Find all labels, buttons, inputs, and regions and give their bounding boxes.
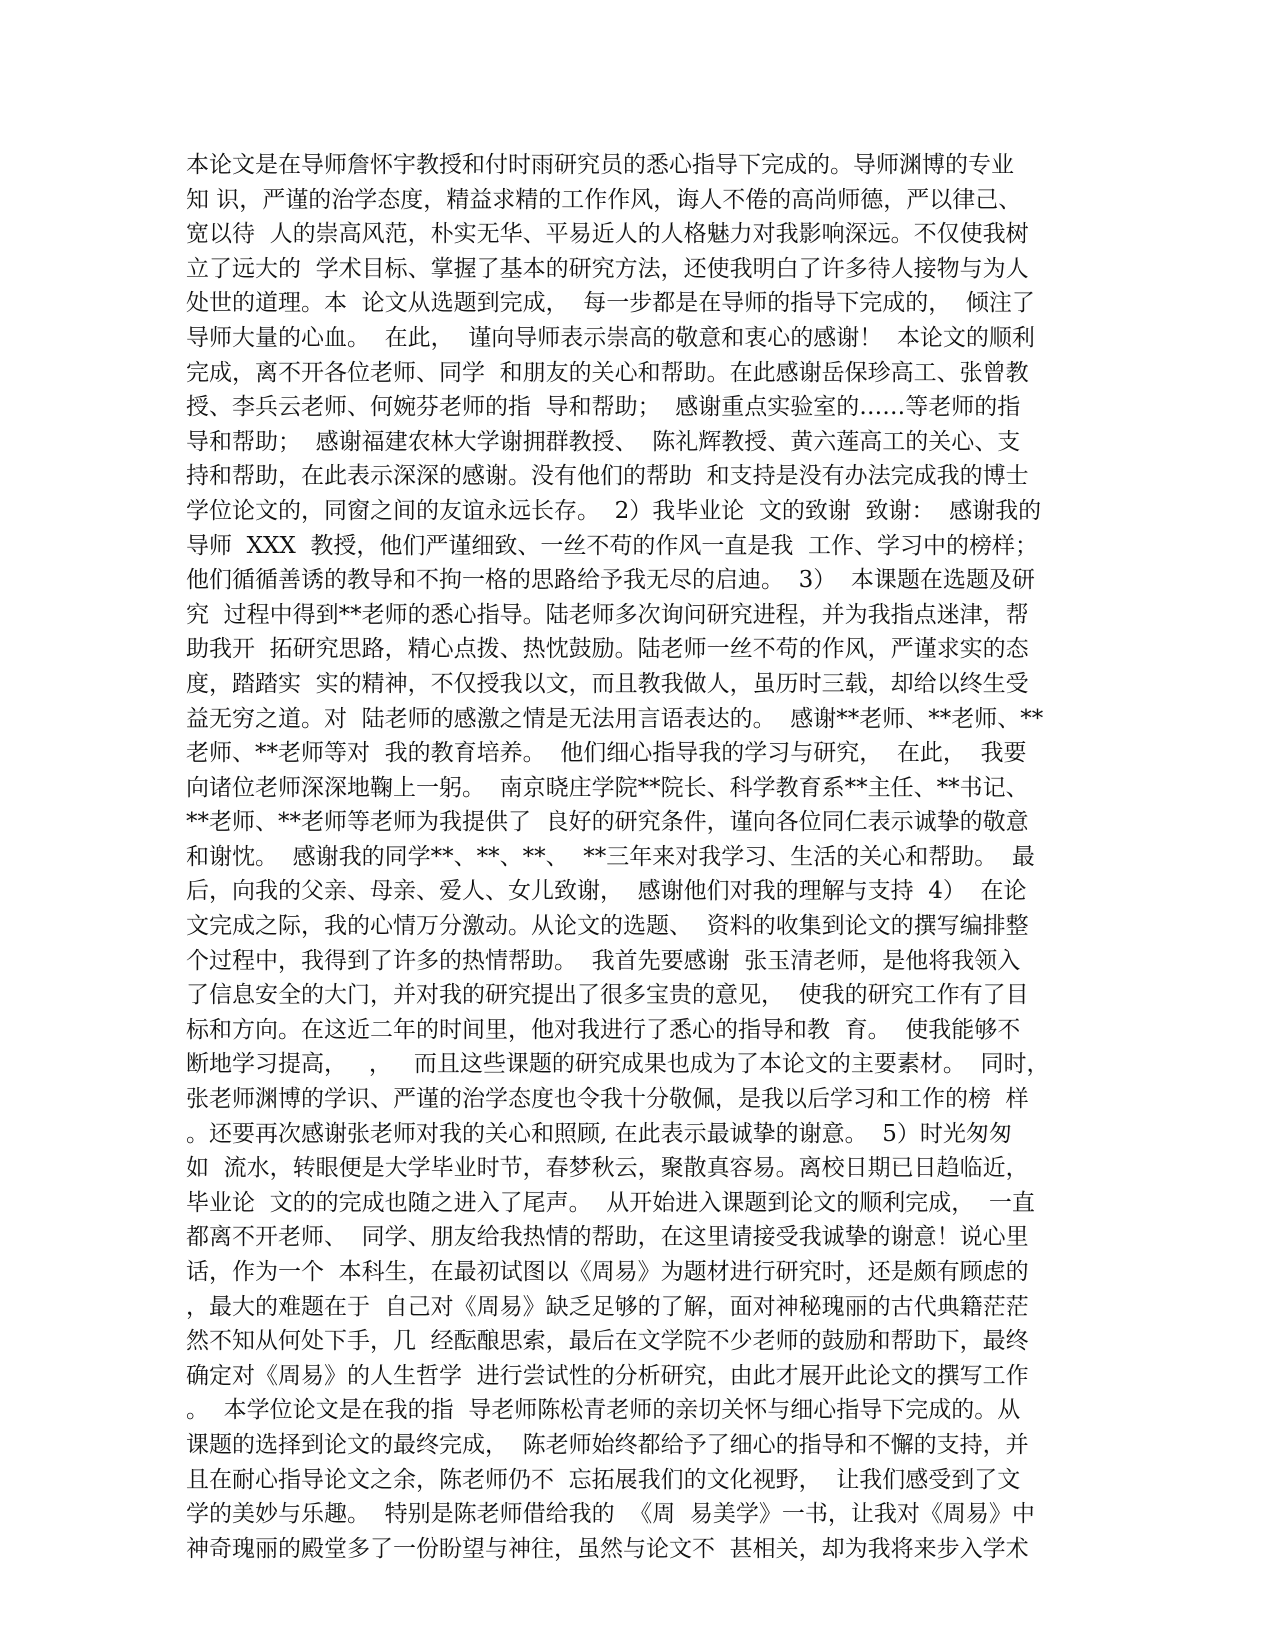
text-line: ，最大的难题在于 自己对《周易》缺乏足够的了解，面对神秘瑰丽的古代典籍茫茫 <box>186 1293 1029 1320</box>
text-line: 断地学习提高， ， 而且这些课题的研究成果也成为了本论文的主要素材。 同时， <box>186 1051 1050 1078</box>
text-line: 宽以待 人的崇高风范，朴实无华、平易近人的人格魅力对我影响深远。不仅使我树 <box>186 221 1029 248</box>
text-line: 他们循循善诱的教导和不拘一格的思路给予我无尽的启迪。 3） 本课题在选题及研 <box>186 567 1035 594</box>
text-line: 授、李兵云老师、何婉芬老师的指 导和帮助； 感谢重点实验室的……等老师的指 <box>186 394 1021 421</box>
text-line: 张老师渊博的学识、严谨的治学态度也令我十分敬佩，是我以后学习和工作的榜 样 <box>186 1086 1029 1113</box>
text-line: 后，向我的父亲、母亲、爱人、女儿致谢， 感谢他们对我的理解与支持 4） 在论 <box>186 878 1027 905</box>
text-line: 了信息安全的大门，并对我的研究提出了很多宝贵的意见， 使我的研究工作有了目 <box>186 982 1029 1009</box>
text-line: 课题的选择到论文的最终完成， 陈老师始终都给予了细心的指导和不懈的支持，并 <box>186 1431 1029 1458</box>
text-line: 本论文是在导师詹怀宇教授和付时雨研究员的悉心指导下完成的。导师渊博的专业 <box>186 152 1014 178</box>
text-line: 度，踏踏实 实的精神，不仅授我以文，而且教我做人，虽历时三载，却给以终生受 <box>186 670 1029 697</box>
body-text <box>186 148 1086 1566</box>
text-line: 老师、**老师等对 我的教育培养。 他们细心指导我的学习与研究， 在此， 我要 <box>186 740 1027 767</box>
text-line: 如 流水，转眼便是大学毕业时节，春梦秋云，聚散真容易。离校日期已日趋临近， <box>186 1155 1029 1182</box>
text-line: 持和帮助，在此表示深深的感谢。没有他们的帮助 和支持是没有办法完成我的博士 <box>186 463 1029 490</box>
text-line: 益无穷之道。对 陆老师的感激之情是无法用言语表达的。 感谢**老师、**老师、** <box>186 705 1044 732</box>
text-line: 完成，离不开各位老师、同学 和朋友的关心和帮助。在此感谢岳保珍高工、张曾教 <box>186 359 1029 386</box>
text-line: 话，作为一个 本科生，在最初试图以《周易》为题材进行研究时，还是颇有顾虑的 <box>186 1259 1029 1285</box>
text-line: 学位论文的，同窗之间的友谊永远长存。 2）我毕业论 文的致谢 致谢： 感谢我的 <box>186 497 1042 524</box>
text-line: 。还要再次感谢张老师对我的关心和照顾, 在此表示最诚挚的谢意。 5）时光匆匆 <box>186 1120 1012 1147</box>
text-line: 毕业论 文的的完成也随之进入了尾声。 从开始进入课题到论文的顺利完成， 一直 <box>186 1189 1035 1216</box>
text-line: 确定对《周易》的人生哲学 进行尝试性的分析研究，由此才展开此论文的撰写工作 <box>186 1362 1029 1389</box>
text-line: 神奇瑰丽的殿堂多了一份盼望与神往，虽然与论文不 甚相关，却为我将来步入学术 <box>186 1535 1029 1562</box>
text-line: 。 本学位论文是在我的指 导老师陈松青老师的亲切关怀与细心指导下完成的。从 <box>186 1397 1021 1424</box>
text-line: **老师、**老师等老师为我提供了 良好的研究条件，谨向各位同仁表示诚挚的敬意 <box>186 809 1029 836</box>
text-line: 和谢忱。 感谢我的同学**、**、**、 **三年来对我学习、生活的关心和帮助。 最 <box>186 843 1035 870</box>
text-line: 处世的道理。本 论文从选题到完成， 每一步都是在导师的指导下完成的， 倾注了 <box>186 290 1035 317</box>
text-line: 然不知从何处下手，几 经酝酿思索，最后在文学院不少老师的鼓励和帮助下，最终 <box>186 1328 1029 1355</box>
text-line: 助我开 拓研究思路，精心点拨、热忱鼓励。陆老师一丝不苟的作风，严谨求实的态 <box>186 636 1029 663</box>
text-line: 究 过程中得到**老师的悉心指导。陆老师多次询问研究进程，并为我指点迷津，帮 <box>186 601 1029 628</box>
text-line: 且在耐心指导论文之余，陈老师仍不 忘拓展我们的文化视野， 让我们感受到了文 <box>186 1466 1021 1493</box>
text-line: 立了远大的 学术目标、掌握了基本的研究方法，还使我明白了许多待人接物与为人 <box>186 255 1029 282</box>
text-line: 导师大量的心血。 在此， 谨向导师表示崇高的敬意和衷心的感谢！ 本论文的顺利 <box>186 324 1035 351</box>
text-line: 标和方向。在这近二年的时间里，他对我进行了悉心的指导和教 育。 使我能够不 <box>186 1016 1021 1043</box>
text-line: 都离不开老师、 同学、朋友给我热情的帮助，在这里请接受我诚挚的谢意！说心里 <box>186 1224 1029 1251</box>
text-line: 个过程中，我得到了许多的热情帮助。 我首先要感谢 张玉清老师，是他将我领入 <box>186 947 1021 974</box>
text-line: 文完成之际，我的心情万分激动。从论文的选题、 资料的收集到论文的撰写编排整 <box>186 913 1029 940</box>
text-line: 导师 XXX 教授，他们严谨细致、一丝不苟的作风一直是我 工作、学习中的榜样； <box>186 532 1038 559</box>
text-line: 向诸位老师深深地鞠上一躬。 南京晓庄学院**院长、科学教育系**主任、**书记、 <box>186 774 1029 801</box>
text-line: 导和帮助； 感谢福建农林大学谢拥群教授、 陈礼辉教授、黄六莲高工的关心、支 <box>186 428 1021 455</box>
text-line: 知 识，严谨的治学态度，精益求精的工作作风，诲人不倦的高尚师德，严以律己、 <box>186 186 1022 213</box>
text-line: 学的美妙与乐趣。 特别是陈老师借给我的 《周 易美学》一书，让我对《周易》中 <box>186 1501 1035 1528</box>
